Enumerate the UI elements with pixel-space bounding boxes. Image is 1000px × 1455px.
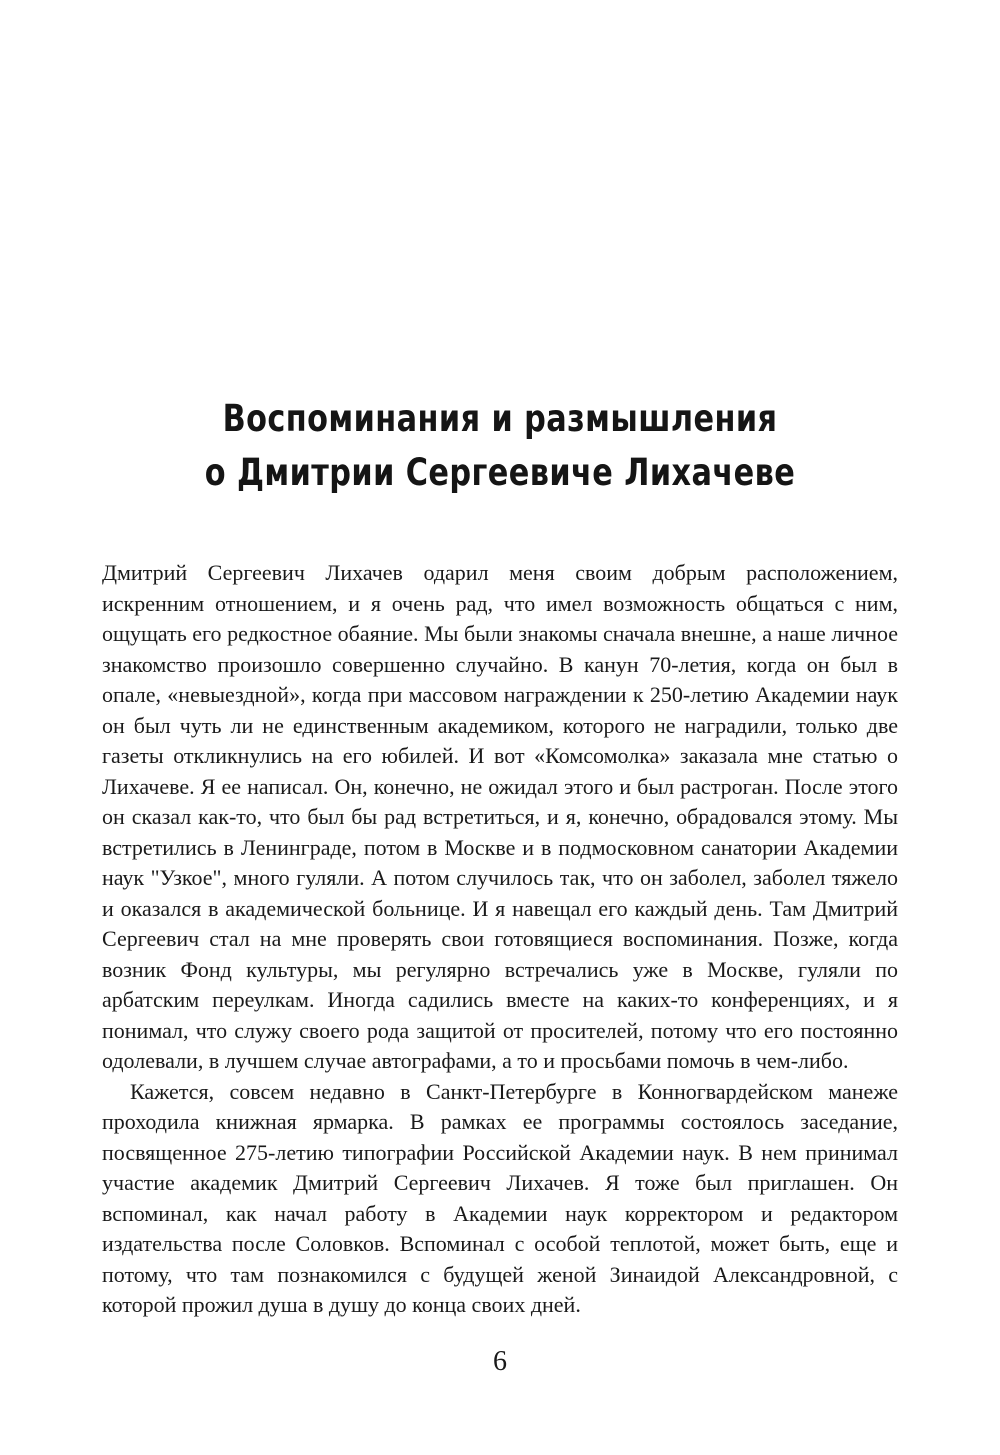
paragraph-1: Дмитрий Сергеевич Лихачев одарил меня своим добрым расположением, искренним отношением, и я очень рад, что имел возможность общаться с ним, ощущать его редкостное обаяние. Мы были знакомы сначала внешне, а наше личное знакомство произошло совершенно случайно. В канун 70-летия, когда он был в опале, «невыездной», когда при массовом награждении к 250-летию Академии наук он был чуть ли не единственным академиком, которого не наградили, только две газеты откликнулись на его юбилей. И вот «Комсомолка» заказала мне статью о Лихачеве. Я ее написал. Он, конечно, не ожидал этого и был растроган. После этого он сказал как-то, что был бы рад встретиться, и я, конечно, обрадовался этому. Мы встретились в Ленинграде, потом в Москве и в подмосковном санатории Академии наук "Узкое", много гуляли. А потом случилось так, что он заболел, заболел тяжело и оказался в академической больнице. И я навещал его каждый день. Там Дмитрий Сергеевич стал на мне проверять свои готовящиеся воспоминания. Позже, когда возник Фонд культуры, мы регулярно встречались уже в Москве, гуляли по арбатским переулкам. Иногда садились вместе на каких-то конференциях, и я понимал, что служу своего рода защитой от просителей, потому что его постоянно одолевали, в лучшем случае автографами, а то и просьбами помочь в чем-либо. (102, 560, 898, 1073)
chapter-title-line-2: о Дмитрии Сергеевиче Лихачеве (204, 451, 796, 494)
body-text (102, 558, 898, 1321)
paragraph-2: Кажется, совсем недавно в Санкт-Петербурге в Конногвардейском манеже проходила книжная ярмарка. В рамках ее программы состоялось заседание, посвященное 275-летию типографии Российской Академии наук. В нем принимал участие академик Дмитрий Сергеевич Лихачев. Я тоже был приглашен. Он вспоминал, как начал работу в Академии наук корректором и редактором издательства после Соловков. Вспоминал с особой теплотой, может быть, еще и потому, что там познакомился с будущей женой Зинаидой Александровной, с которой прожил душа в душу до конца своих дней. (102, 1078, 898, 1317)
page-number: 6 (493, 1346, 507, 1377)
chapter-title (172, 392, 828, 500)
chapter-title-line-1: Воспоминания и размышления (222, 397, 778, 440)
